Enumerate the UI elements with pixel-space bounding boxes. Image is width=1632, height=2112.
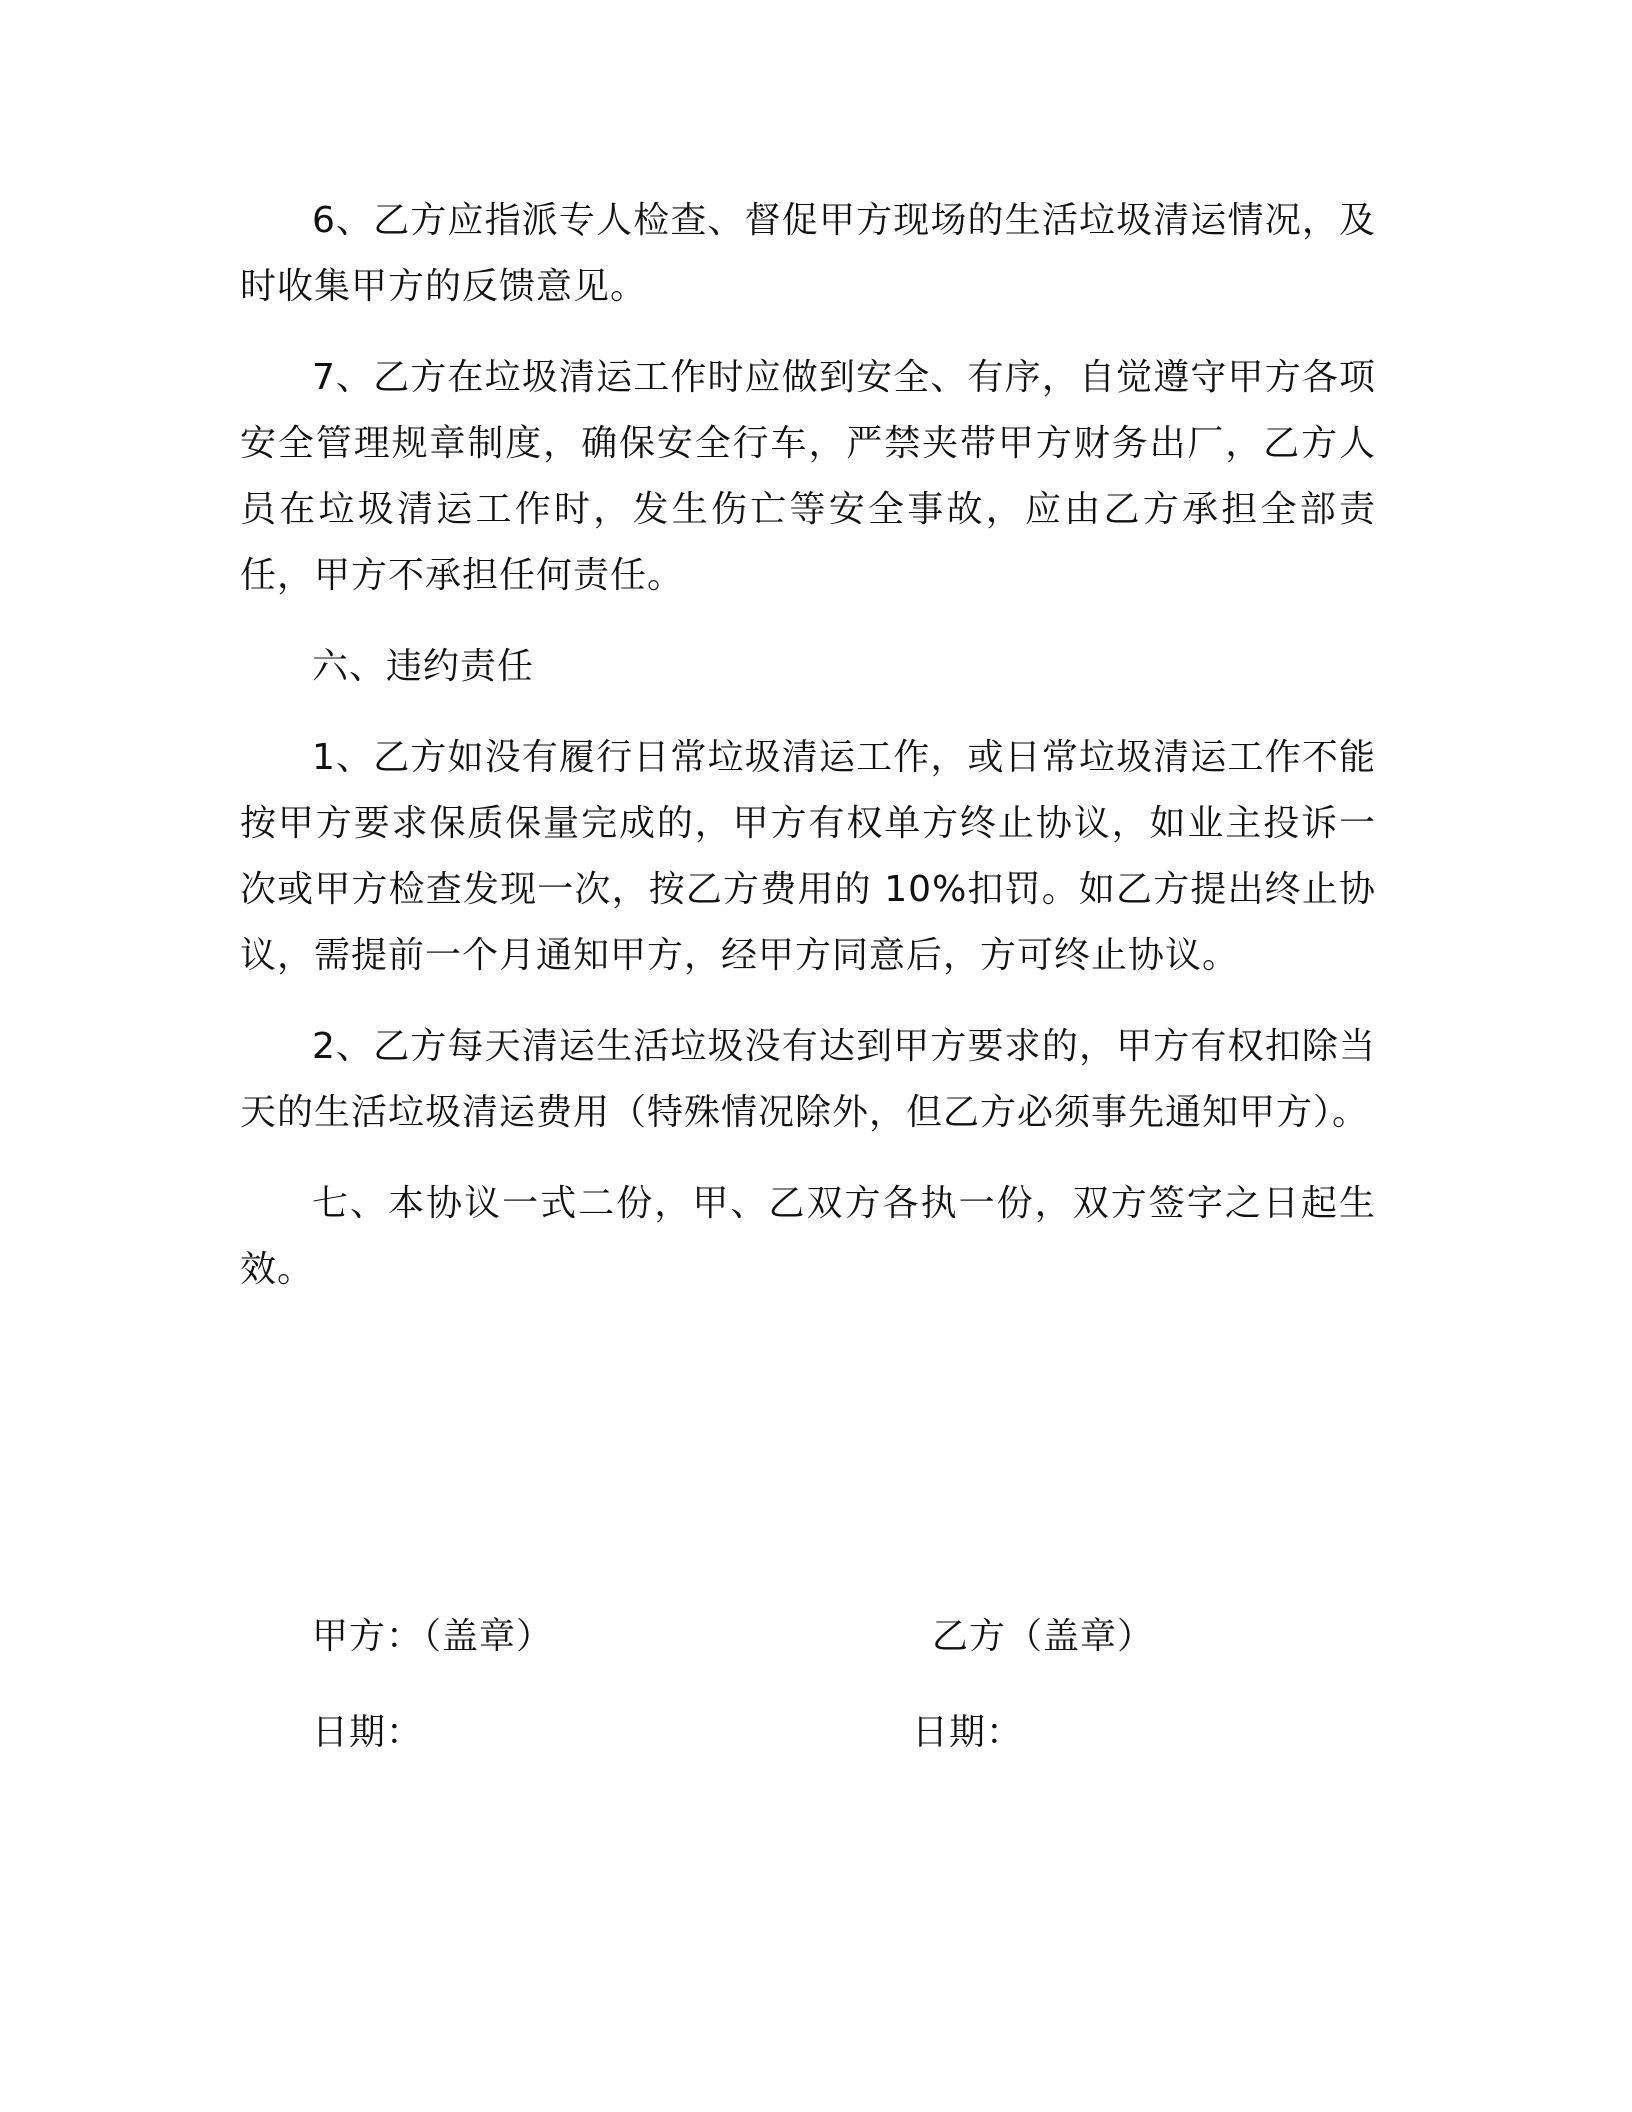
clause-7-paragraph: 7、乙方在垃圾清运工作时应做到安全、有序，自觉遵守甲方各项安全管理规章制度，确保安全行车，严禁夹带甲方财务出厂，乙方人员在垃圾清运工作时，发生伤亡等安全事故，应由乙方承担全部责任，甲方不承担任何责任。 bbox=[240, 357, 1376, 596]
document-body bbox=[240, 188, 1376, 1753]
section-6-clause-2: 2、乙方每天清运生活垃圾没有达到甲方要求的，甲方有权扣除当天的生活垃圾清运费用（特殊情况除外，但乙方必须事先通知甲方）。 bbox=[240, 1026, 1376, 1133]
party-a-date-label: 日期： bbox=[312, 1712, 424, 1753]
section-7-paragraph: 七、本协议一式二份，甲、乙双方各执一份，双方签字之日起生效。 bbox=[240, 1183, 1376, 1290]
section-6-heading: 六、违约责任 bbox=[312, 646, 535, 687]
party-b-seal-label: 乙方（盖章） bbox=[932, 1616, 1155, 1657]
signature-row-date bbox=[240, 1700, 1376, 1766]
clause-6-paragraph: 6、乙方应指派专人检查、督促甲方现场的生活垃圾清运情况，及时收集甲方的反馈意见。 bbox=[240, 200, 1376, 307]
party-a-seal-label: 甲方：（盖章） bbox=[312, 1616, 554, 1657]
signature-row-seal bbox=[240, 1604, 1376, 1670]
signature-block bbox=[240, 1604, 1376, 1796]
party-b-date-label: 日期： bbox=[912, 1712, 1024, 1753]
section-6-clause-1: 1、乙方如没有履行日常垃圾清运工作，或日常垃圾清运工作不能按甲方要求保质保量完成的，甲方有权单方终止协议，如业主投诉一次或甲方检查发现一次，按乙方费用的 10%扣罚。如乙方提出终止协议，需提前一个月通知甲方，经甲方同意后，方可终止协议。 bbox=[240, 737, 1376, 976]
